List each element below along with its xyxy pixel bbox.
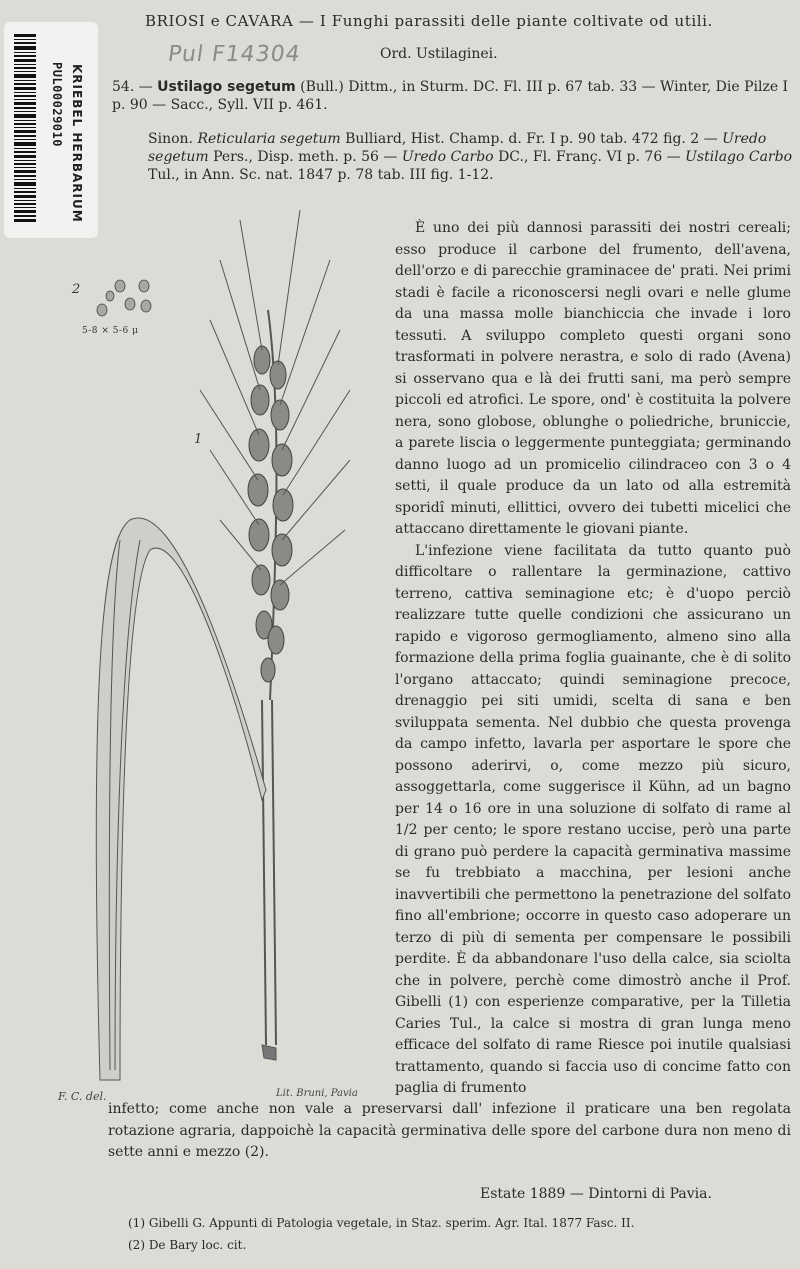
collection-locality: Estate 1889 — Dintorni di Pavia. (480, 1186, 712, 1202)
synonym-citation: Pers., Disp. meth. p. 56 — (213, 149, 398, 165)
description-continuation: infetto; come anche non vale a preservarsi dall' infezione il praticare una ben regolata rotazione agraria, dappoichè la capacità germinativa delle spore del carbone dura non meno di sette anni e mezzo (2). (108, 1101, 791, 1160)
herbarium-name: KRIEBEL HERBARIUM (70, 64, 84, 223)
spore-size-label: 5-8 × 5-6 μ (82, 326, 139, 336)
running-header: BRIOSI e CAVARA — I Funghi parassiti delle piante coltivate od utili. (145, 12, 713, 30)
synonym-citation: DC., Fl. Franç. VI p. 76 — (498, 149, 681, 165)
artist-credit: F. C. del. (58, 1090, 107, 1103)
footnote-1: (1) Gibelli G. Appunti di Patologia vegetale, in Staz. sperim. Agr. Ital. 1877 Fasc. II. (128, 1216, 635, 1230)
specimen-code: PUL00029010 (50, 62, 64, 147)
figure-number-2: 2 (72, 282, 81, 297)
species-name: Ustilago segetum (157, 79, 296, 95)
lithographer-credit: Lit. Bruni, Pavia (276, 1088, 358, 1099)
synonym-name: Ustilago Carbo (685, 149, 793, 165)
species-entry (112, 78, 792, 114)
description-column (395, 218, 791, 1100)
figure-number-1: 1 (194, 432, 203, 447)
synonym-citation: Tul., in Ann. Sc. nat. 1847 p. 78 tab. III fig. 1-12. (148, 167, 494, 183)
synonyms-label: Sinon. (148, 131, 193, 147)
handwritten-accession: Pul F14304 (166, 42, 303, 67)
species-citation: (Bull.) Dittm., in Sturm. DC. Fl. III p. 67 tab. 33 — Winter, Die Pilze I p. 90 — Sacc., Syll. VII p. 461. (112, 79, 789, 113)
order-heading: Ord. Ustilaginei. (380, 46, 498, 62)
synonyms (148, 130, 793, 184)
synonym-citation: Bulliard, Hist. Champ. d. Fr. I p. 90 tab. 472 fig. 2 — (345, 131, 718, 147)
synonym-name: Uredo segetum (148, 131, 767, 165)
synonym-name: Uredo Carbo (401, 149, 494, 165)
species-number: 54. — (112, 79, 153, 95)
description-paragraph-2: L'infezione viene facilitata da tutto quanto può difficoltare o rallentare la germinazione, cattivo terreno, cattiva seminagione etc; è d'uopo perciò realizzare tutte quelle condizioni che assicurano un rapido e vigoroso germogliamento, almeno sino alla formazione della prima foglia guainante, che è di solito l'organo attaccato; quindi seminagione precoce, drenaggio pei siti umidi, scelta di sana e ben sviluppata sementa. Nel dubbio che questa provenga da campo infetto, lavarla per asportare le spore che possono aderirvi, o, come mezzo più sicuro, assoggettarla, come suggerisce il Kühn, ad un bagno per 14 o 16 ore in una soluzione di solfato di rame al 1/2 per cento; le spore restano uccise, però una parte di grano può perdere la capacità germinativa massime se fu trebbiato a macchina, per lesioni anche inavvertibili che permettono la penetrazione del solfato fino all'embrione; occorre in questo caso adoperare un terzo di più di sementa per compensare le possibili perdite. È da abbandonare l'uso della calce, sia sciolta che in polvere, perchè come dimostrò anche il Prof. Gibelli (1) con esperienze comparative, per la Tilletia Caries Tul., la calce si mostra di gran lunga meno efficace del solfato di rame Riesce poi inutile qualsiasi trattamento, quando si faccia uso di concime fatto con paglia di frumento (395, 542, 791, 1096)
synonym-name: Reticularia segetum (197, 131, 341, 147)
description-paragraph-1: È uno dei più dannosi parassiti dei nostri cereali; esso produce il carbone del frumento, dell'avena, dell'orzo e di parecchie graminacee de' prati. Nei primi stadi è facile a riconoscersi negli ovari e nelle glume da una massa molle bianchiccia che invade i loro tessuti. A sviluppo completo questi organi sono trasformati in polvere nerastra, e solo di rado (Avena) si osservano qua e là dei frutti sani, ma però sempre piccoli ed atrofici. Le spore, ond' è costituita la polvere nera, sono globose, oblunghe o poliedriche, bruniccie, a parete liscia o leggermente punteggiata; germinando danno luogo ad un promicelio cilindraceo con 3 o 4 setti, il quale produce da un lato od alla estremità sporidî minuti, ellittici, ovvero dei tubetti micelici che attaccano direttamente le giovani piante. (395, 220, 791, 537)
footnote-2: (2) De Bary loc. cit. (128, 1238, 247, 1252)
barcode (12, 34, 38, 224)
